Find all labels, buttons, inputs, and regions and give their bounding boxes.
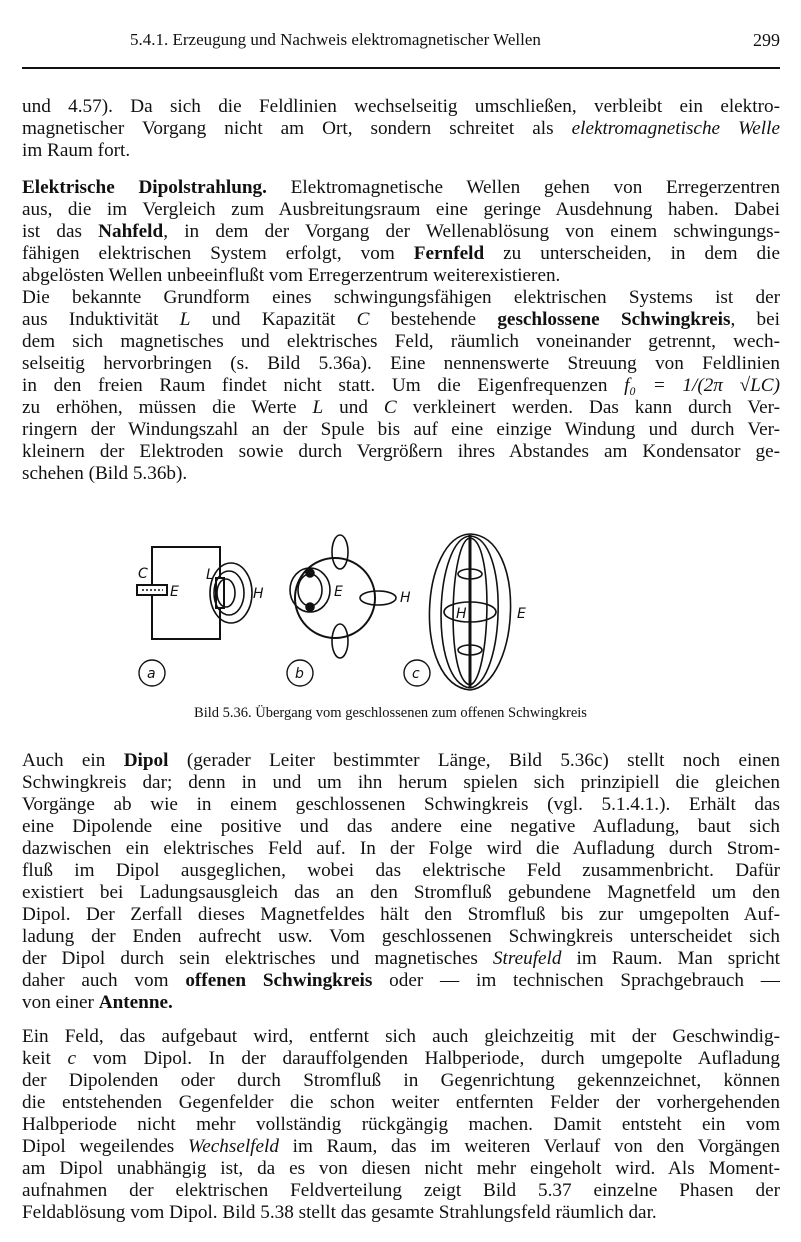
text-span: fähigen elektrischen System erfolgt, vom — [22, 243, 414, 264]
math-symbol: L — [312, 397, 324, 418]
text-line: aus, die im Vergleich zum Ausbreitungsraum eine geringe Ausdehnung haben. Dabei — [22, 199, 780, 220]
text-span: zu erhöhen, müssen die Werte — [22, 397, 313, 418]
text-line: im Raum fort. — [22, 140, 131, 161]
label-c: c — [412, 666, 420, 682]
text-span: , in dem der Vorgang der Wellenablösung von einem schwingungs- — [163, 221, 780, 242]
text-span: und Kapazität — [190, 309, 357, 330]
paragraph-3 — [22, 287, 780, 485]
running-header — [22, 30, 780, 54]
header-rule — [22, 67, 780, 69]
text-span: im Raum. Man spricht — [561, 948, 780, 969]
text-span: zu unterscheiden, in dem die — [484, 243, 780, 264]
text-line: Feldablösung vom Dipol. Bild 5.38 stellt das gesamte Strahlungsfeld räumlich dar. — [22, 1202, 657, 1223]
text-line: existiert bei Ladungsausgleich das an den Stromfluß gebundene Magnetfeld um den — [22, 882, 780, 903]
label-h: H — [400, 590, 411, 606]
diagram-closed-circuit — [137, 547, 264, 686]
text-span: (gerader Leiter bestimmter Länge, Bild 5.36c) stellt noch einen — [168, 750, 780, 771]
text-span: ist das — [22, 221, 99, 242]
diagram-dipole — [404, 534, 526, 690]
paragraph-2 — [22, 177, 780, 287]
paragraph-5 — [22, 1026, 780, 1224]
emphasis-term: elektromagnetische Welle — [571, 118, 780, 139]
label-l: L — [206, 567, 214, 583]
page-number: 299 — [753, 30, 780, 50]
text-line: selseitig hervorbringen (s. Bild 5.36a). Eine nennenswerte Streuung von Feldlinien — [22, 353, 780, 374]
label-h: H — [456, 606, 467, 622]
text-line: ladung der Enden aufrecht usw. Vom geschlossenen Schwingkreis unterscheidet sich — [22, 926, 780, 947]
text-line: die entstehenden Gegenfelder die schon weiter entfernten Felder der vorhergehenden — [22, 1092, 780, 1113]
figure-5-36 — [100, 530, 620, 695]
text-line: abgelösten Wellen unbeeinflußt vom Erregerzentrum weiterexistieren. — [22, 265, 561, 286]
text-span: in den freien Raum findet nicht statt. Um die Eigenfrequenzen — [22, 375, 625, 396]
section-heading: Elektrische Dipolstrahlung. — [22, 177, 267, 198]
text-line — [22, 309, 780, 331]
text-line: der Dipolenden oder durch Stromfluß in Gegenrichtung gekennzeichnet, können — [22, 1070, 780, 1091]
formula: f₀ = 1/(2π √LC) — [624, 375, 780, 396]
label-e: E — [334, 584, 343, 600]
text-line: eine Dipolende eine positive und das andere eine negative Aufladung, baut sich — [22, 816, 780, 837]
text-span: und — [323, 397, 384, 418]
text-line: kleinern der Elektroden sowie durch Vergrößern ihres Abstandes am Kondensator ge- — [22, 441, 780, 462]
text-line — [22, 397, 780, 419]
label-a: a — [147, 666, 156, 682]
text-span: verkleinert werden. Das kann durch Ver- — [396, 397, 781, 418]
paragraph-4 — [22, 750, 780, 1014]
diagram-widened-circuit — [287, 535, 411, 686]
text-line — [22, 948, 780, 970]
text-span: aus Induktivität — [22, 309, 180, 330]
text-line: ringern der Windungszahl an der Spule bis auf eine einzige Windung und durch Ver- — [22, 419, 780, 440]
text-line — [22, 750, 780, 772]
text-line: Dipol. Der Zerfall dieses Magnetfeldes hält den Stromfluß bis zur umgepolten Auf- — [22, 904, 780, 925]
text-span: daher auch vom — [22, 970, 186, 991]
text-line: fluß im Dipol ausgeglichen, wobei das elektrische Feld zusammenbricht. Dafür — [22, 860, 780, 881]
bold-term: Nahfeld — [98, 221, 164, 242]
math-symbol: L — [179, 309, 191, 330]
text-span: Elektromagnetische Wellen gehen von Erregerzentren — [266, 177, 780, 198]
label-e: E — [517, 606, 526, 622]
label-e: E — [170, 584, 179, 600]
text-line: und 4.57). Da sich die Feldlinien wechselseitig umschließen, verbleibt ein elektro- — [22, 96, 780, 117]
text-line: dem sich magnetisches und elektrisches Feld, räumlich voneinander getrennt, wech- — [22, 331, 780, 352]
label-h: H — [253, 586, 264, 602]
text-line: Die bekannte Grundform eines schwingungsfähigen elektrischen Systems ist der — [22, 287, 780, 308]
text-line — [22, 992, 780, 1014]
figure-caption — [0, 705, 801, 722]
text-line: Vorgänge ab wie in einem geschlossenen Schwingkreis (vgl. 5.1.4.1.). Erhält das — [22, 794, 780, 815]
label-c: C — [138, 566, 148, 582]
text-line — [22, 177, 780, 199]
text-span: Auch ein — [22, 750, 124, 771]
text-line: am Dipol unabhängig ist, da es von diesen nicht mehr eingeholt wird. Als Moment- — [22, 1158, 780, 1179]
label-b: b — [295, 666, 304, 682]
text-line — [22, 243, 780, 265]
text-line: Halbperiode nicht mehr vollständig rückgängig machen. Damit entsteht ein vom — [22, 1114, 780, 1135]
text-line — [22, 375, 780, 397]
bold-term: Dipol — [123, 750, 169, 771]
bold-term: offenen Schwingkreis — [185, 970, 373, 991]
text-span: der Dipol durch sein elektrisches und magnetisches — [22, 948, 493, 969]
math-symbol: C — [383, 397, 397, 418]
bold-term: Antenne. — [98, 992, 173, 1013]
math-symbol: C — [356, 309, 370, 330]
text-line: dazwischen ein elektrisches Feld auf. In der Folge wird die Aufladung durch Strom- — [22, 838, 780, 859]
caption-text: Bild 5.36. Übergang vom geschlossenen zum offenen Schwingkreis — [194, 705, 587, 721]
text-span: im Raum, das im weiteren Verlauf von den Vorgängen — [278, 1136, 781, 1157]
bold-term: geschlossene Schwingkreis — [497, 309, 731, 330]
text-line: Ein Feld, das aufgebaut wird, entfernt sich auch gleichzeitig mit der Geschwindig- — [22, 1026, 780, 1047]
text-span: vom Dipol. In der darauffolgenden Halbperiode, durch umgepolte Aufladung — [76, 1048, 780, 1069]
math-symbol: c — [67, 1048, 76, 1069]
text-line: Schwingkreis dar; denn in und um ihn herum spielen sich prinzipiell die gleichen — [22, 772, 780, 793]
bold-term: Fernfeld — [413, 243, 485, 264]
text-span: von einer — [22, 992, 99, 1013]
emphasis-term: Wechselfeld — [188, 1136, 279, 1157]
text-line: schehen (Bild 5.36b). — [22, 463, 188, 484]
text-line: aufnahmen der elektrischen Feldverteilung zeigt Bild 5.37 einzelne Phasen der — [22, 1180, 780, 1201]
text-span: , bei — [730, 309, 780, 330]
text-line — [22, 221, 780, 243]
text-span: oder — im technischen Sprachgebrauch — — [372, 970, 780, 991]
text-line — [22, 970, 780, 992]
text-line — [22, 1136, 780, 1158]
text-line — [22, 1048, 780, 1070]
paragraph-1 — [22, 96, 780, 162]
text-span: magnetischer Vorgang nicht am Ort, sondern schreitet als — [22, 118, 572, 139]
emphasis-term: Streufeld — [492, 948, 562, 969]
electrode-icon — [306, 603, 314, 611]
text-span: bestehende — [369, 309, 498, 330]
section-title: 5.4.1. Erzeugung und Nachweis elektromagnetischer Wellen — [130, 30, 541, 49]
text-span: Dipol wegeilendes — [22, 1136, 189, 1157]
electrode-icon — [306, 569, 314, 577]
text-span: keit — [22, 1048, 68, 1069]
text-line — [22, 118, 780, 140]
